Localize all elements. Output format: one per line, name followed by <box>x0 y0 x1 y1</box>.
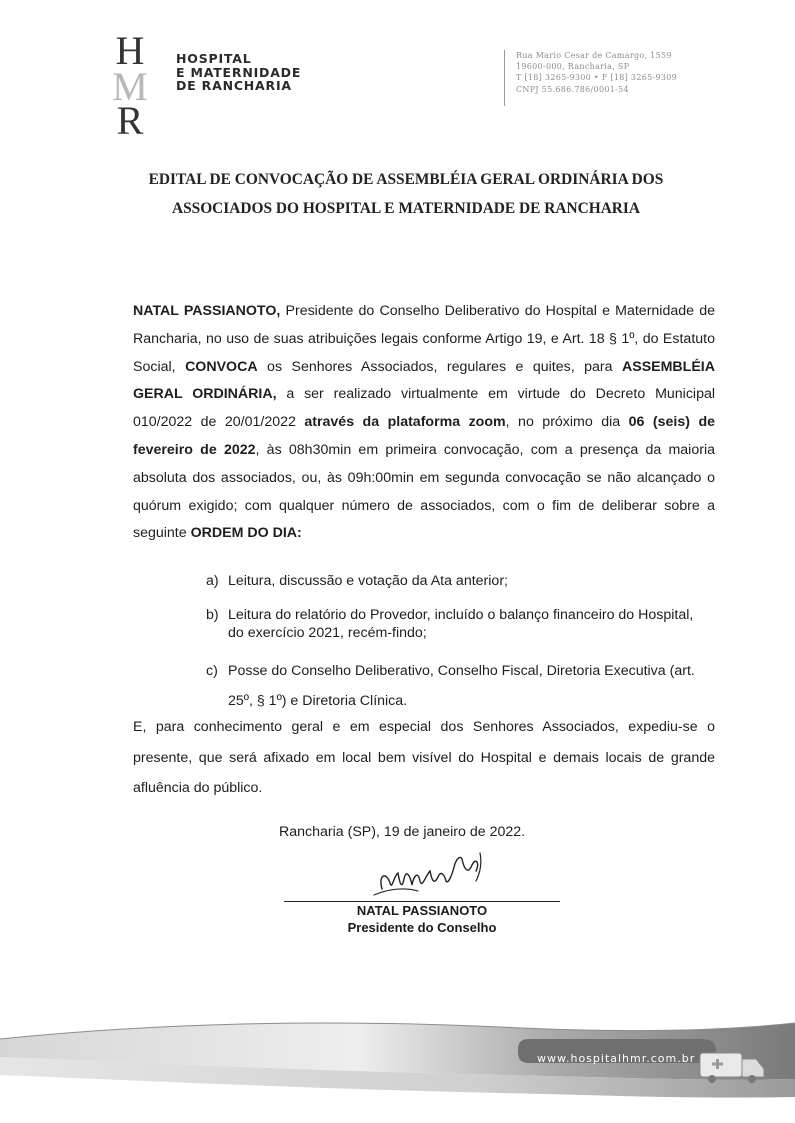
title-line: ASSOCIADOS DO HOSPITAL E MATERNIDADE DE RANCHARIA <box>171 200 641 217</box>
agenda-text: Posse do Conselho Deliberativo, Conselho Fiscal, Diretoria Executiva (art. <box>228 663 695 679</box>
logo-letter-h: H <box>115 30 145 73</box>
assembly-type: ASSEMBLÉIA GERAL ORDINÁRIA, <box>133 358 715 403</box>
agenda-item <box>206 606 718 642</box>
org-name-line: E MATERNIDADE <box>176 64 302 80</box>
organization-name <box>176 52 301 93</box>
logo-letter-r: R <box>116 98 144 136</box>
president-name: NATAL PASSIANOTO, <box>133 303 281 319</box>
agenda-list <box>206 572 718 716</box>
meeting-date: 06 (seis) de fevereiro de 2022 <box>133 414 715 458</box>
agenda-text: Leitura do relatório do Provedor, incluído o balanço financeiro do Hospital, <box>228 607 694 623</box>
paragraph-text: os Senhores Associados, regulares e quites, para <box>257 358 622 375</box>
paragraph-text: , às 08h30min em primeira convocação, com a presença da maioria absoluta dos associados, ou, às 09h:00min em segunda convocação se não alcançado o quórum exigido; com qualquer número de associados, com o fim de deliberar sobre a seguinte <box>133 441 715 542</box>
agenda-text: 25º, § 1º) e Diretoria Clínica. <box>228 693 408 709</box>
address-line: T [18] 3265-9300 • F [18] 3265-9309 <box>516 73 678 83</box>
agenda-marker: a) <box>206 573 219 589</box>
convocation-paragraph <box>133 298 715 548</box>
address-line: Rua Mario Cesar de Camargo, 1559 <box>516 51 672 60</box>
title-line: EDITAL DE CONVOCAÇÃO DE ASSEMBLÉIA GERAL ORDINÁRIA DOS <box>148 171 664 188</box>
paragraph-text: a ser realizado virtualmente em virtude do Decreto Municipal 010/2022 de 20/01/2022 <box>133 386 716 431</box>
logo-letter-m: M <box>112 64 148 109</box>
paragraph-text: , no próximo dia <box>505 414 629 431</box>
agenda-marker: b) <box>206 607 219 623</box>
hmr-monogram-logo <box>98 30 162 136</box>
agenda-text: Leitura, discussão e votação da Ata anterior; <box>228 573 508 589</box>
ordem-do-dia: ORDEM DO DIA: <box>190 525 302 542</box>
address-line: CNPJ 55.686.786/0001-54 <box>516 84 629 94</box>
zoom-platform: através da plataforma zoom <box>304 414 506 431</box>
agenda-marker: c) <box>206 663 218 679</box>
org-name-line: DE RANCHARIA <box>176 78 292 93</box>
signer-name: NATAL PASSIANOTO <box>356 903 488 918</box>
address-divider <box>504 50 505 106</box>
address-line: 19600-000, Rancharia, SP <box>516 62 630 72</box>
handwritten-signature <box>368 845 498 901</box>
paragraph-text: Presidente do Conselho Deliberativo do Hospital e Maternidade de Rancharia, no uso de suas atribuições legais conforme Artigo 19, e Art. 18 § 1º, do Estatuto Social, <box>133 303 715 375</box>
date-line: Rancharia (SP), 19 de janeiro de 2022. <box>279 824 526 840</box>
org-name-line: HOSPITAL <box>176 51 252 66</box>
convoca-word: CONVOCA <box>185 358 258 375</box>
agenda-item <box>206 656 718 716</box>
agenda-text: do exercício 2021, recém-findo; <box>228 625 427 641</box>
signer-block <box>284 902 560 936</box>
closing-paragraph: E, para conhecimento geral e em especial dos Senhores Associados, expediu-se o presente, que será afixado em local bem visível do Hospital e demais locais de grande afluência do público. <box>133 719 715 796</box>
document-title <box>100 165 712 223</box>
address-block <box>516 50 677 95</box>
agenda-item <box>206 572 718 590</box>
signer-role: Presidente do Conselho <box>347 920 497 935</box>
website-url: www.hospitalhmr.com.br <box>537 1052 696 1065</box>
